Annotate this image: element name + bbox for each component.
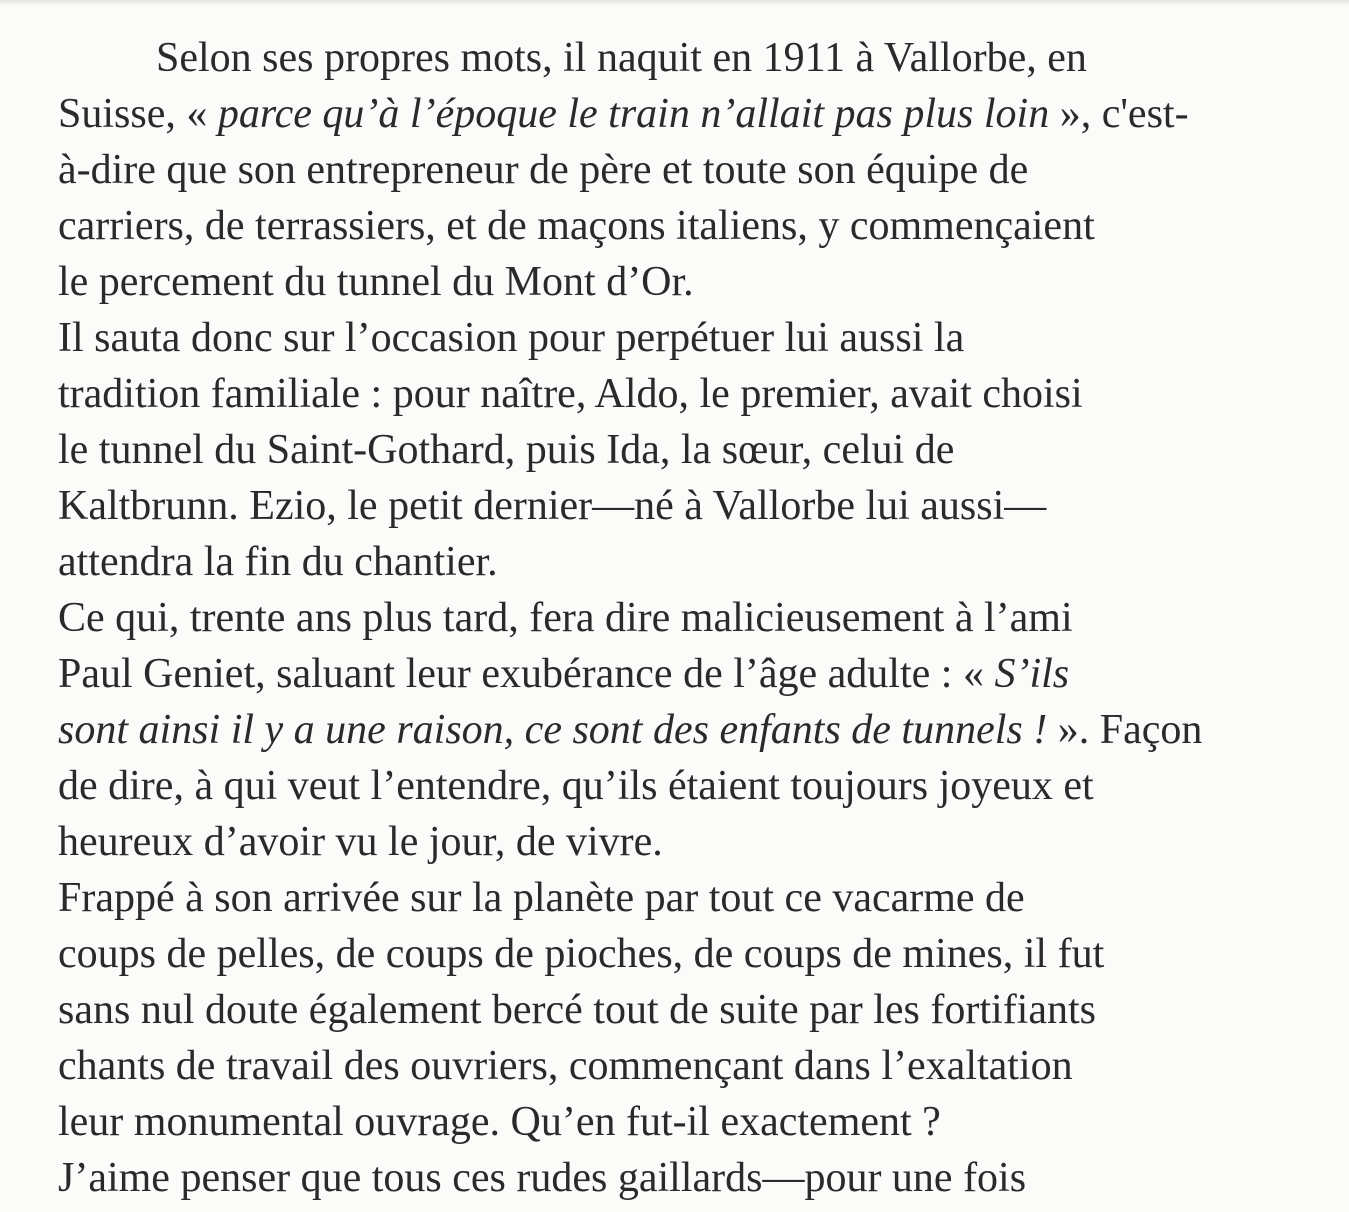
text-line: Il sauta donc sur l’occasion pour perpétuer lui aussi la <box>58 315 965 361</box>
text-line: chants de travail des ouvriers, commençant dans l’exaltation <box>58 1043 1073 1089</box>
text-line: Ce qui, trente ans plus tard, fera dire malicieusement à l’ami <box>58 595 1073 641</box>
text-line: Selon ses propres mots, il naquit en 1911 à Vallorbe, en <box>156 35 1087 81</box>
text-line: leur monumental ouvrage. Qu’en fut-il exactement ? <box>58 1099 941 1145</box>
text-line: Frappé à son arrivée sur la planète par tout ce vacarme de <box>58 875 1025 921</box>
text-line: attendra la fin du chantier. <box>58 539 498 585</box>
text-line: heureux d’avoir vu le jour, de vivre. <box>58 819 663 865</box>
text-line: Paul Geniet, saluant leur exubérance de l’âge adulte : « S’ils <box>58 651 1070 697</box>
italic-quote: S’ils <box>994 651 1070 697</box>
italic-quote: parce qu’à l’époque le train n’allait pas plus loin <box>217 91 1050 137</box>
text-line: J’aime penser que tous ces rudes gaillards—pour une fois <box>58 1155 1027 1201</box>
text-line: le percement du tunnel du Mont d’Or. <box>58 259 694 305</box>
text-line: coups de pelles, de coups de pioches, de coups de mines, il fut <box>58 931 1105 977</box>
text-line: tradition familiale : pour naître, Aldo, le premier, avait choisi <box>58 371 1083 417</box>
text-line: Suisse, « parce qu’à l’époque le train n’allait pas plus loin », c'est- <box>58 91 1189 137</box>
scan-top-edge <box>0 0 1349 6</box>
text-line: Kaltbrunn. Ezio, le petit dernier—né à Vallorbe lui aussi— <box>58 483 1047 529</box>
text-line: sont ainsi il y a une raison, ce sont des enfants de tunnels ! ». Façon <box>58 707 1203 753</box>
text-line: carriers, de terrassiers, et de maçons italiens, y commençaient <box>58 203 1095 249</box>
italic-quote: sont ainsi il y a une raison, ce sont des enfants de tunnels ! <box>58 707 1048 753</box>
text-line: de dire, à qui veut l’entendre, qu’ils étaient toujours joyeux et <box>58 763 1094 809</box>
text-line: sans nul doute également bercé tout de suite par les fortifiants <box>58 987 1097 1033</box>
text-line: à-dire que son entrepreneur de père et toute son équipe de <box>58 147 1029 193</box>
text-line: le tunnel du Saint-Gothard, puis Ida, la sœur, celui de <box>58 427 955 473</box>
